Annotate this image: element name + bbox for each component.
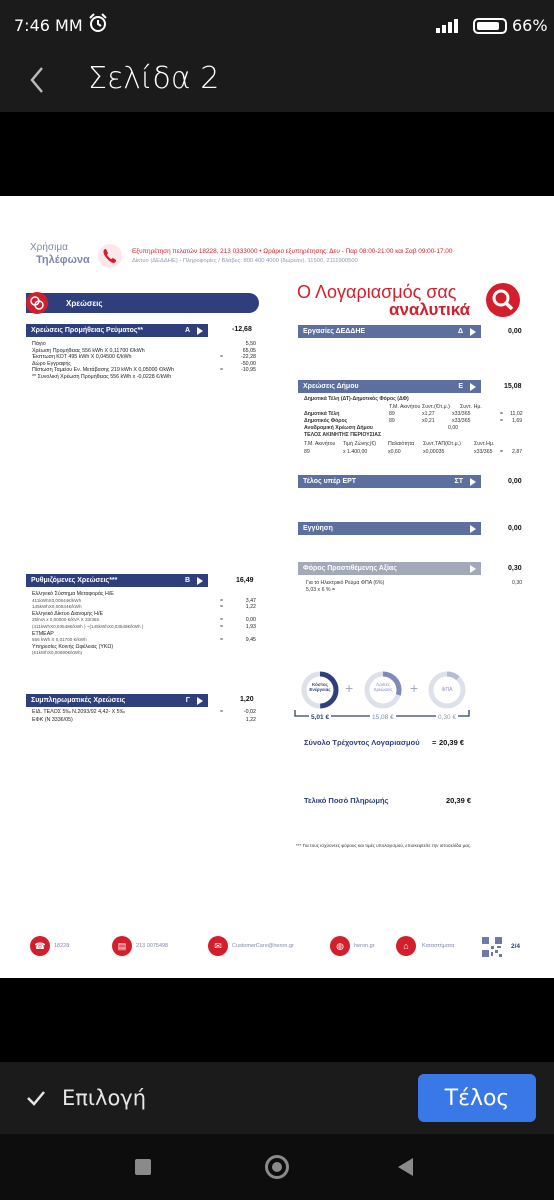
deposit-bar[interactable]	[298, 522, 481, 535]
charge-row-label: ΕΦΚ (Ν 3336/05)	[32, 716, 73, 723]
tap-coef: x0,00035	[423, 449, 445, 455]
play-arrow-icon	[470, 383, 476, 391]
network-info-text: Δίκτυο (ΔΕΔΔΗΕ) - Πληροφορίες / Βλάβες: 800 400 4000 (δωρεάν), 11500, 2111900500	[132, 258, 358, 264]
footer-email[interactable]: CustomerCare@heron.gr	[232, 943, 294, 949]
energy-cost-value: 5,01 €	[311, 714, 330, 721]
phone-header-icon	[98, 244, 122, 268]
charge-row	[32, 637, 260, 644]
charge-row-label: Υπηρεσίες Κοινής Ωφέλειας (ΥΚΩ)	[32, 643, 114, 650]
charge-row-value: 1,22	[245, 716, 256, 723]
system-nav-bar	[0, 1134, 554, 1200]
coins-icon	[26, 292, 48, 314]
vat-row-value: 0,30	[512, 580, 523, 586]
tap-col-days: Συντ.Ημ.	[474, 441, 495, 447]
charge-row-eq: =	[220, 597, 224, 604]
charge-row-value: -50,00	[240, 360, 256, 367]
play-arrow-icon	[470, 328, 476, 336]
plus-sign-2: +	[410, 680, 419, 696]
service-hours-text: Εξυπηρέτηση πελατών 18228, 213 0333000 • Ωράριο εξυπηρέτησης: Δευ - Παρ 08:00-21:00 και Σαβ 09:00-17:00	[132, 248, 453, 255]
charge-row-label: ΕΙΔ. ΤΕΛΟΣ 5‰ Ν.2093/92 4,42- X 5‰	[32, 709, 125, 715]
municipal-fees-label: Δημοτικά Τέλη	[304, 411, 340, 417]
charge-row-value: 0,00	[245, 617, 256, 624]
charge-row	[32, 650, 260, 657]
tap-col-age: Παλαιότητα	[388, 441, 415, 447]
municipal-fees-value: 11,02	[510, 411, 523, 417]
supply-rows	[32, 341, 260, 380]
charge-row-value: -22,28	[240, 354, 256, 360]
supply-charges-title: Χρεώσεις Προμήθειας Ρεύματος**	[31, 327, 143, 334]
app-bar	[0, 52, 554, 112]
viewer-background	[0, 112, 554, 196]
footer-phone-2[interactable]: 213 0075498	[136, 943, 169, 949]
supply-code: Α	[184, 327, 190, 334]
tap-sqm: 89	[304, 449, 310, 455]
play-arrow-icon	[197, 697, 203, 705]
deposit-total: 0,00	[508, 525, 522, 532]
supply-charges-bar[interactable]	[26, 324, 208, 337]
charge-row-label: Πίστωση Ταμείου Εν. Μετάβασης 219 kWh X 0,05000 €/kWh	[32, 367, 174, 373]
charge-row	[32, 374, 260, 381]
charge-row-value: -0,02	[243, 709, 256, 715]
col-sqm: Τ.Μ. Ακινήτου	[389, 404, 421, 410]
charge-row-label: 556 kWh X 0,01700 €/kWh	[32, 637, 87, 643]
charge-row-value: 1,93	[245, 623, 256, 630]
email-icon: ✉	[208, 936, 228, 956]
retro-charge-label: Αναδρομική Χρέωση Δήμου	[304, 425, 373, 431]
tap-col-zone: Τιμή Ζώνης(€)	[343, 441, 376, 447]
footer-phone-1[interactable]: 18228	[54, 943, 70, 949]
energy-cost-label: Κόστος Ενέργειας	[309, 682, 331, 692]
document-page[interactable]	[0, 196, 554, 978]
back-arrow-icon[interactable]	[22, 60, 62, 100]
dedie-total: 0,00	[508, 328, 522, 335]
charge-row-value: 65,05	[242, 347, 256, 354]
current-total-value: 20,39 €	[439, 738, 465, 747]
regulated-code: Β	[184, 577, 190, 584]
vat-total: 0,30	[508, 565, 522, 572]
municipal-total: 15,08	[504, 383, 522, 390]
phone-icon: ☎	[30, 936, 50, 956]
deposit-title: Εγγύηση	[303, 525, 333, 532]
municipal-tax-value: 1,69	[512, 418, 523, 424]
retro-charge-value: 0,00	[448, 425, 459, 431]
regulated-charges-title: Ρυθμιζόμενες Χρεώσεις***	[31, 577, 118, 584]
page-title: Σελίδα 2	[88, 61, 220, 96]
charge-row-value: 1,22	[245, 604, 256, 611]
useful-label-1: Χρήσιμα	[30, 242, 68, 253]
ert-fee-title: Τέλος υπέρ ΕΡΤ	[303, 478, 357, 485]
charges-title: Χρεώσεις	[66, 299, 103, 308]
battery-percent: 66%	[512, 16, 548, 35]
charge-row-eq: =	[220, 709, 224, 715]
charge-row-value: -10,95	[240, 367, 256, 373]
municipal-charges-title: Χρεώσεις Δήμου	[303, 383, 359, 390]
charge-row-label: Πάγιο	[32, 341, 46, 347]
current-total-eq: =	[432, 738, 437, 747]
page-number: 2/4	[511, 943, 521, 950]
useful-label-2: Τηλέφωνα	[36, 254, 90, 266]
regulated-charges-bar[interactable]	[26, 574, 208, 587]
supplementary-total: 1,20	[240, 696, 254, 703]
vat-row-label: Για το Ηλεκτρικό Ρεύμα ΦΠΑ (6%)	[306, 580, 385, 586]
charge-row-label: 411kWhX0,00844€/kWh	[32, 597, 82, 603]
charge-row-eq: =	[220, 604, 224, 611]
charge-row-label: ΕΤΜΕΑΡ	[32, 630, 54, 637]
charge-row-label: Ελληνικό Σύστημα Μεταφοράς Η/Ε	[32, 591, 114, 597]
qr-code-icon	[481, 936, 503, 958]
charge-row-label: Έκπτωση ΚΟΤ 495 kWh X 0,04500 €/kWh	[32, 354, 132, 360]
supplementary-code: Γ	[185, 697, 190, 704]
supply-total: -12,68	[232, 326, 252, 333]
status-time: 7:46 MM	[14, 16, 83, 35]
tap-value: 2,87	[512, 449, 523, 455]
charge-row-value: 3,47	[245, 597, 256, 604]
other-charges-value: 15,08 €	[372, 714, 394, 721]
charge-row-label: 145kWhX0,00844€/kWh	[32, 604, 82, 610]
charge-row	[32, 604, 260, 611]
municipal-tax-eq: =	[500, 418, 504, 424]
charge-row-label: Χρέωση Προμήθειας 556 kWh X 0,11700 €/kWh	[32, 347, 145, 354]
charge-row-eq: =	[220, 637, 224, 644]
ert-fee-bar[interactable]	[298, 475, 481, 488]
col-days: Συντ. Ημ.	[460, 404, 482, 410]
charge-row-eq: =	[220, 623, 224, 630]
municipal-heading: Δημοτικά Τέλη (ΔΤ)-Δημοτικός Φόρος (ΔΦ)	[304, 396, 409, 402]
property-tax-title: ΤΕΛΟΣ ΑΚΙΝΗΤΗΣ ΠΕΡΙΟΥΣΙΑΣ	[304, 432, 382, 438]
recents-icon[interactable]	[135, 1159, 151, 1175]
charge-row	[32, 598, 260, 605]
regulated-rows	[32, 591, 260, 657]
vat-row-sub: 5,03 x 6 % =	[306, 587, 335, 593]
vat-donut-label: ΦΠΑ	[441, 687, 453, 693]
select-button[interactable]: Επιλογή	[62, 1086, 147, 1110]
municipal-fees-coef: x1,27	[422, 411, 435, 417]
municipal-fees-sqm: 89	[389, 411, 395, 417]
final-amount-value: 20,39 €	[446, 796, 472, 805]
municipal-tax-days: x33/365	[452, 418, 471, 424]
charge-row-eq: =	[220, 367, 224, 373]
municipal-code: Ε	[458, 383, 463, 390]
tap-age: x0,60	[388, 449, 401, 455]
vat-title: Φόρος Προστιθέμενης Αξίας	[303, 565, 397, 572]
municipal-fees-days: x33/365	[452, 411, 471, 417]
municipal-tax-coef: x0,21	[422, 418, 435, 424]
charge-row	[32, 617, 260, 624]
supplementary-charges-bar[interactable]	[26, 694, 208, 707]
charge-row	[32, 644, 260, 651]
charge-row	[32, 631, 260, 638]
other-charges-label: Λοιπές Χρεώσεις	[373, 682, 393, 692]
charges-header-bar	[26, 293, 259, 313]
store-icon: ⌂	[396, 936, 416, 956]
status-bar	[0, 0, 554, 52]
footer-stores[interactable]: Καταστήματα	[422, 943, 455, 949]
tap-zone: x 1.400,00	[343, 449, 368, 455]
current-total-label: Σύνολο Τρέχοντος Λογαριασμού	[304, 738, 420, 747]
bottom-action-bar	[0, 1062, 554, 1134]
charge-row-label: (411kWhX0,03548€/kWh ) +(145kWhX0,03548€/kWh )	[32, 623, 144, 629]
municipal-charges-bar[interactable]	[298, 380, 481, 393]
charge-row-label: ** Συνολική Χρέωση Προμήθειας 556 kWh x -0,0228 €/kWh	[32, 373, 172, 380]
play-arrow-icon	[470, 525, 476, 533]
charge-row-label: Δώρο Εγγραφής	[32, 360, 71, 367]
charge-row-label: 25kVA x 0,00000 €/kVA X 33/365	[32, 617, 99, 623]
tap-col-coef: Συντ.ΤΑΠ(€/τ.μ.)	[423, 441, 461, 447]
charge-row-value: 9,45	[245, 637, 256, 644]
bill-title-line2: αναλυτικά	[389, 300, 471, 319]
dedie-code: Δ	[457, 328, 463, 335]
charge-row	[32, 717, 260, 725]
dedie-works-title: Εργασίες ΔΕΔΔΗΕ	[303, 328, 366, 335]
charge-row	[32, 709, 260, 717]
play-arrow-icon	[470, 478, 476, 486]
fax-icon: ▤	[112, 936, 132, 956]
done-button[interactable]: Τέλος	[418, 1074, 536, 1122]
dedie-works-bar[interactable]	[298, 325, 481, 338]
globe-icon: ◍	[330, 936, 350, 956]
municipal-tax-sqm: 89	[389, 418, 395, 424]
charge-row-label: (61kWhX0,00690€/kWh)	[32, 650, 83, 656]
vat-value: 0,30 €	[438, 714, 457, 721]
plus-sign-1: +	[345, 680, 354, 696]
home-icon[interactable]	[265, 1155, 289, 1179]
signal-icon	[436, 17, 464, 33]
charge-row-eq: =	[220, 354, 224, 360]
bill-title-line1: Ο Λογαριασμός σας	[297, 282, 457, 302]
back-icon[interactable]	[398, 1158, 413, 1176]
play-arrow-icon	[197, 577, 203, 585]
tap-days: x33/365	[474, 449, 493, 455]
municipal-fees-eq: =	[500, 411, 504, 417]
battery-icon	[473, 18, 507, 34]
magnifier-icon	[486, 283, 520, 317]
charge-row	[32, 611, 260, 618]
charge-row-value: 5,50	[245, 341, 256, 347]
supplementary-charges-title: Συμπληρωματικές Χρεώσεις	[31, 697, 126, 704]
play-arrow-icon	[197, 327, 203, 335]
charge-row-label: Ελληνικό Δίκτυο Διανομής Η/Ε	[32, 610, 104, 617]
footer-web[interactable]: heron.gr	[354, 943, 375, 949]
viewer-background-bottom	[0, 978, 554, 1062]
regulated-total: 16,49	[236, 577, 254, 584]
municipal-tax-label: Δημοτικός Φόρος	[304, 418, 348, 424]
play-arrow-icon	[470, 565, 476, 573]
check-icon[interactable]	[26, 1089, 46, 1107]
ert-total: 0,00	[508, 478, 522, 485]
charge-row	[32, 591, 260, 598]
tap-eq: =	[500, 449, 504, 455]
footnote: *** Για τους ισχύοντες φόρους και τιμές υπολογισμού, επισκεφτείτε την ιστοσελίδα μας.	[296, 843, 472, 848]
charge-row	[32, 624, 260, 631]
charge-row-eq: =	[220, 617, 224, 624]
alarm-icon	[88, 13, 108, 38]
final-amount-label: Τελικό Ποσό Πληρωμής	[304, 796, 389, 805]
supplementary-rows	[32, 709, 260, 724]
tap-col-sqm: Τ.Μ. Ακινήτου	[304, 441, 336, 447]
col-coef: Συντ.(€/τ.μ.)	[422, 404, 450, 410]
vat-bar[interactable]	[298, 562, 481, 575]
ert-code: ΣΤ	[454, 478, 463, 485]
